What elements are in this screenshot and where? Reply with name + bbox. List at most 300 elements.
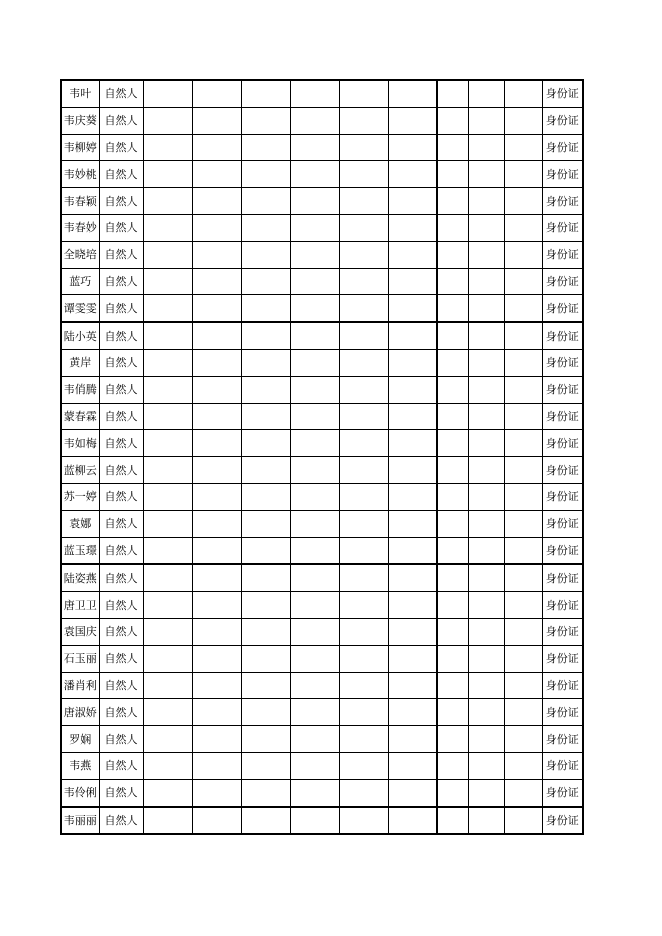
empty-cell [388, 161, 437, 188]
empty-cell [339, 161, 388, 188]
entity-type-cell: 自然人 [99, 188, 143, 215]
entity-type-cell: 自然人 [99, 322, 143, 349]
empty-cell [241, 726, 290, 753]
empty-cell [388, 564, 437, 591]
empty-cell [339, 592, 388, 619]
empty-cell [468, 564, 504, 591]
empty-cell [437, 376, 468, 403]
empty-cell [388, 672, 437, 699]
empty-cell [437, 699, 468, 726]
empty-cell [290, 645, 339, 672]
empty-cell [192, 322, 241, 349]
empty-cell [290, 807, 339, 835]
entity-type-cell: 自然人 [99, 726, 143, 753]
empty-cell [468, 699, 504, 726]
empty-cell [241, 349, 290, 376]
empty-cell [437, 752, 468, 779]
table-row [61, 161, 583, 188]
empty-cell [143, 645, 192, 672]
empty-cell [241, 376, 290, 403]
empty-cell [388, 510, 437, 537]
empty-cell [437, 645, 468, 672]
empty-cell [388, 268, 437, 295]
id-type-cell: 身份证 [542, 188, 583, 215]
empty-cell [339, 80, 388, 107]
empty-cell [388, 457, 437, 484]
empty-cell [192, 349, 241, 376]
empty-cell [192, 807, 241, 835]
empty-cell [339, 752, 388, 779]
table-row [61, 645, 583, 672]
empty-cell [437, 403, 468, 430]
empty-cell [143, 161, 192, 188]
empty-cell [241, 134, 290, 161]
entity-type-cell: 自然人 [99, 564, 143, 591]
empty-cell [241, 268, 290, 295]
empty-cell [468, 376, 504, 403]
empty-cell [437, 564, 468, 591]
id-type-cell: 身份证 [542, 699, 583, 726]
empty-cell [143, 107, 192, 134]
empty-cell [143, 564, 192, 591]
empty-cell [241, 107, 290, 134]
empty-cell [504, 618, 542, 645]
empty-cell [504, 107, 542, 134]
empty-cell [241, 592, 290, 619]
table-row [61, 752, 583, 779]
empty-cell [504, 376, 542, 403]
id-type-cell: 身份证 [542, 807, 583, 835]
empty-cell [143, 295, 192, 322]
empty-cell [339, 510, 388, 537]
empty-cell [504, 241, 542, 268]
empty-cell [437, 161, 468, 188]
empty-cell [192, 726, 241, 753]
name-cell: 黄岸 [61, 349, 99, 376]
empty-cell [241, 564, 290, 591]
name-cell: 苏一婷 [61, 483, 99, 510]
empty-cell [143, 241, 192, 268]
empty-cell [437, 107, 468, 134]
empty-cell [290, 537, 339, 564]
empty-cell [388, 699, 437, 726]
empty-cell [468, 322, 504, 349]
empty-cell [468, 779, 504, 806]
empty-cell [504, 430, 542, 457]
empty-cell [468, 241, 504, 268]
empty-cell [468, 592, 504, 619]
table-row [61, 403, 583, 430]
empty-cell [468, 537, 504, 564]
name-cell: 袁国庆 [61, 618, 99, 645]
empty-cell [241, 699, 290, 726]
empty-cell [290, 564, 339, 591]
empty-cell [468, 349, 504, 376]
empty-cell [143, 510, 192, 537]
name-cell: 潘肖利 [61, 672, 99, 699]
empty-cell [290, 322, 339, 349]
empty-cell [468, 134, 504, 161]
table-row [61, 699, 583, 726]
empty-cell [388, 592, 437, 619]
empty-cell [504, 699, 542, 726]
empty-cell [192, 779, 241, 806]
empty-cell [437, 214, 468, 241]
empty-cell [504, 592, 542, 619]
id-type-cell: 身份证 [542, 430, 583, 457]
id-type-cell: 身份证 [542, 107, 583, 134]
entity-type-cell: 自然人 [99, 457, 143, 484]
empty-cell [388, 349, 437, 376]
empty-cell [241, 161, 290, 188]
empty-cell [241, 403, 290, 430]
entity-type-cell: 自然人 [99, 268, 143, 295]
empty-cell [290, 134, 339, 161]
empty-cell [339, 618, 388, 645]
empty-cell [437, 483, 468, 510]
empty-cell [290, 214, 339, 241]
empty-cell [437, 349, 468, 376]
empty-cell [192, 241, 241, 268]
entity-type-cell: 自然人 [99, 752, 143, 779]
id-type-cell: 身份证 [542, 726, 583, 753]
empty-cell [143, 430, 192, 457]
empty-cell [192, 564, 241, 591]
table-row [61, 592, 583, 619]
entity-type-cell: 自然人 [99, 807, 143, 835]
empty-cell [192, 699, 241, 726]
empty-cell [339, 241, 388, 268]
table-row [61, 134, 583, 161]
empty-cell [437, 726, 468, 753]
name-cell: 韦燕 [61, 752, 99, 779]
entity-type-cell: 自然人 [99, 349, 143, 376]
empty-cell [339, 214, 388, 241]
empty-cell [388, 726, 437, 753]
empty-cell [504, 268, 542, 295]
table-row [61, 779, 583, 806]
table-body [61, 80, 583, 834]
name-cell: 韦庆葵 [61, 107, 99, 134]
empty-cell [504, 134, 542, 161]
empty-cell [290, 483, 339, 510]
empty-cell [143, 483, 192, 510]
empty-cell [290, 107, 339, 134]
empty-cell [339, 457, 388, 484]
empty-cell [437, 241, 468, 268]
empty-cell [339, 699, 388, 726]
empty-cell [339, 430, 388, 457]
empty-cell [143, 752, 192, 779]
entity-type-cell: 自然人 [99, 241, 143, 268]
empty-cell [468, 403, 504, 430]
empty-cell [192, 430, 241, 457]
empty-cell [143, 134, 192, 161]
empty-cell [468, 295, 504, 322]
empty-cell [290, 618, 339, 645]
empty-cell [339, 672, 388, 699]
empty-cell [468, 107, 504, 134]
entity-type-cell: 自然人 [99, 592, 143, 619]
id-type-cell: 身份证 [542, 80, 583, 107]
empty-cell [504, 537, 542, 564]
empty-cell [339, 403, 388, 430]
table-row [61, 483, 583, 510]
empty-cell [504, 349, 542, 376]
empty-cell [290, 726, 339, 753]
empty-cell [290, 376, 339, 403]
name-cell: 蒙春霖 [61, 403, 99, 430]
empty-cell [504, 457, 542, 484]
empty-cell [339, 107, 388, 134]
name-cell: 谭雯雯 [61, 295, 99, 322]
empty-cell [468, 807, 504, 835]
table-row [61, 322, 583, 349]
empty-cell [339, 483, 388, 510]
empty-cell [143, 214, 192, 241]
empty-cell [504, 779, 542, 806]
entity-type-cell: 自然人 [99, 699, 143, 726]
id-type-cell: 身份证 [542, 403, 583, 430]
table-row [61, 214, 583, 241]
table-row [61, 241, 583, 268]
empty-cell [143, 322, 192, 349]
table-row [61, 807, 583, 835]
empty-cell [192, 510, 241, 537]
entity-type-cell: 自然人 [99, 295, 143, 322]
empty-cell [468, 268, 504, 295]
empty-cell [241, 322, 290, 349]
name-cell: 蓝巧 [61, 268, 99, 295]
id-type-cell: 身份证 [542, 779, 583, 806]
empty-cell [388, 403, 437, 430]
empty-cell [388, 430, 437, 457]
name-cell: 石玉丽 [61, 645, 99, 672]
empty-cell [192, 483, 241, 510]
name-cell: 唐卫卫 [61, 592, 99, 619]
empty-cell [143, 779, 192, 806]
empty-cell [437, 807, 468, 835]
empty-cell [437, 188, 468, 215]
table-row [61, 80, 583, 107]
empty-cell [504, 510, 542, 537]
empty-cell [437, 618, 468, 645]
empty-cell [241, 295, 290, 322]
empty-cell [504, 322, 542, 349]
name-cell: 韦伶俐 [61, 779, 99, 806]
empty-cell [143, 726, 192, 753]
empty-cell [192, 80, 241, 107]
empty-cell [192, 403, 241, 430]
empty-cell [504, 807, 542, 835]
name-cell: 袁娜 [61, 510, 99, 537]
id-type-cell: 身份证 [542, 322, 583, 349]
empty-cell [143, 807, 192, 835]
empty-cell [388, 376, 437, 403]
empty-cell [241, 188, 290, 215]
entity-type-cell: 自然人 [99, 483, 143, 510]
empty-cell [504, 564, 542, 591]
table-row [61, 430, 583, 457]
id-type-cell: 身份证 [542, 672, 583, 699]
empty-cell [290, 295, 339, 322]
empty-cell [437, 134, 468, 161]
empty-cell [192, 268, 241, 295]
id-type-cell: 身份证 [542, 592, 583, 619]
empty-cell [290, 403, 339, 430]
empty-cell [143, 188, 192, 215]
table-row [61, 510, 583, 537]
empty-cell [437, 80, 468, 107]
name-cell: 韦俏腾 [61, 376, 99, 403]
empty-cell [290, 80, 339, 107]
empty-cell [437, 430, 468, 457]
empty-cell [388, 295, 437, 322]
empty-cell [290, 510, 339, 537]
empty-cell [241, 752, 290, 779]
empty-cell [143, 672, 192, 699]
empty-cell [504, 645, 542, 672]
table-row [61, 107, 583, 134]
empty-cell [192, 188, 241, 215]
name-cell: 韦妙桃 [61, 161, 99, 188]
empty-cell [192, 107, 241, 134]
empty-cell [504, 403, 542, 430]
name-cell: 韦春颖 [61, 188, 99, 215]
empty-cell [192, 592, 241, 619]
empty-cell [468, 80, 504, 107]
entity-type-cell: 自然人 [99, 618, 143, 645]
empty-cell [143, 349, 192, 376]
name-cell: 陆小英 [61, 322, 99, 349]
empty-cell [388, 807, 437, 835]
empty-cell [468, 645, 504, 672]
entity-type-cell: 自然人 [99, 537, 143, 564]
empty-cell [504, 483, 542, 510]
id-type-cell: 身份证 [542, 618, 583, 645]
id-type-cell: 身份证 [542, 376, 583, 403]
name-cell: 韦如梅 [61, 430, 99, 457]
empty-cell [437, 592, 468, 619]
entity-type-cell: 自然人 [99, 107, 143, 134]
empty-cell [437, 268, 468, 295]
empty-cell [143, 537, 192, 564]
name-cell: 蓝玉璟 [61, 537, 99, 564]
empty-cell [143, 699, 192, 726]
empty-cell [388, 241, 437, 268]
empty-cell [504, 295, 542, 322]
empty-cell [504, 752, 542, 779]
empty-cell [388, 645, 437, 672]
entity-type-cell: 自然人 [99, 403, 143, 430]
table-row [61, 457, 583, 484]
table-row [61, 564, 583, 591]
empty-cell [192, 618, 241, 645]
empty-cell [290, 161, 339, 188]
empty-cell [437, 457, 468, 484]
empty-cell [143, 457, 192, 484]
empty-cell [339, 779, 388, 806]
empty-cell [241, 214, 290, 241]
name-cell: 蓝柳云 [61, 457, 99, 484]
empty-cell [339, 537, 388, 564]
empty-cell [504, 161, 542, 188]
empty-cell [339, 349, 388, 376]
empty-cell [143, 403, 192, 430]
name-cell: 韦丽丽 [61, 807, 99, 835]
table-row [61, 188, 583, 215]
empty-cell [339, 295, 388, 322]
empty-cell [468, 726, 504, 753]
id-type-cell: 身份证 [542, 645, 583, 672]
empty-cell [192, 672, 241, 699]
empty-cell [241, 457, 290, 484]
name-cell: 陆姿燕 [61, 564, 99, 591]
empty-cell [339, 726, 388, 753]
empty-cell [339, 268, 388, 295]
empty-cell [468, 618, 504, 645]
id-type-cell: 身份证 [542, 483, 583, 510]
empty-cell [192, 645, 241, 672]
empty-cell [290, 779, 339, 806]
empty-cell [290, 672, 339, 699]
empty-cell [290, 268, 339, 295]
empty-cell [290, 699, 339, 726]
empty-cell [388, 618, 437, 645]
id-type-cell: 身份证 [542, 295, 583, 322]
table-row [61, 618, 583, 645]
id-type-cell: 身份证 [542, 161, 583, 188]
record-table [60, 79, 584, 835]
id-type-cell: 身份证 [542, 457, 583, 484]
entity-type-cell: 自然人 [99, 672, 143, 699]
empty-cell [468, 214, 504, 241]
empty-cell [143, 80, 192, 107]
entity-type-cell: 自然人 [99, 510, 143, 537]
empty-cell [388, 752, 437, 779]
entity-type-cell: 自然人 [99, 161, 143, 188]
empty-cell [468, 752, 504, 779]
empty-cell [468, 483, 504, 510]
empty-cell [388, 214, 437, 241]
table-row [61, 268, 583, 295]
empty-cell [504, 214, 542, 241]
empty-cell [290, 457, 339, 484]
name-cell: 韦叶 [61, 80, 99, 107]
empty-cell [468, 510, 504, 537]
empty-cell [241, 645, 290, 672]
id-type-cell: 身份证 [542, 349, 583, 376]
empty-cell [388, 537, 437, 564]
empty-cell [437, 295, 468, 322]
empty-cell [192, 161, 241, 188]
name-cell: 全晓培 [61, 241, 99, 268]
empty-cell [192, 214, 241, 241]
empty-cell [241, 510, 290, 537]
empty-cell [241, 483, 290, 510]
id-type-cell: 身份证 [542, 214, 583, 241]
empty-cell [192, 295, 241, 322]
id-type-cell: 身份证 [542, 134, 583, 161]
entity-type-cell: 自然人 [99, 134, 143, 161]
id-type-cell: 身份证 [542, 241, 583, 268]
name-cell: 韦春妙 [61, 214, 99, 241]
table-row [61, 295, 583, 322]
entity-type-cell: 自然人 [99, 430, 143, 457]
empty-cell [241, 80, 290, 107]
empty-cell [241, 779, 290, 806]
empty-cell [290, 349, 339, 376]
